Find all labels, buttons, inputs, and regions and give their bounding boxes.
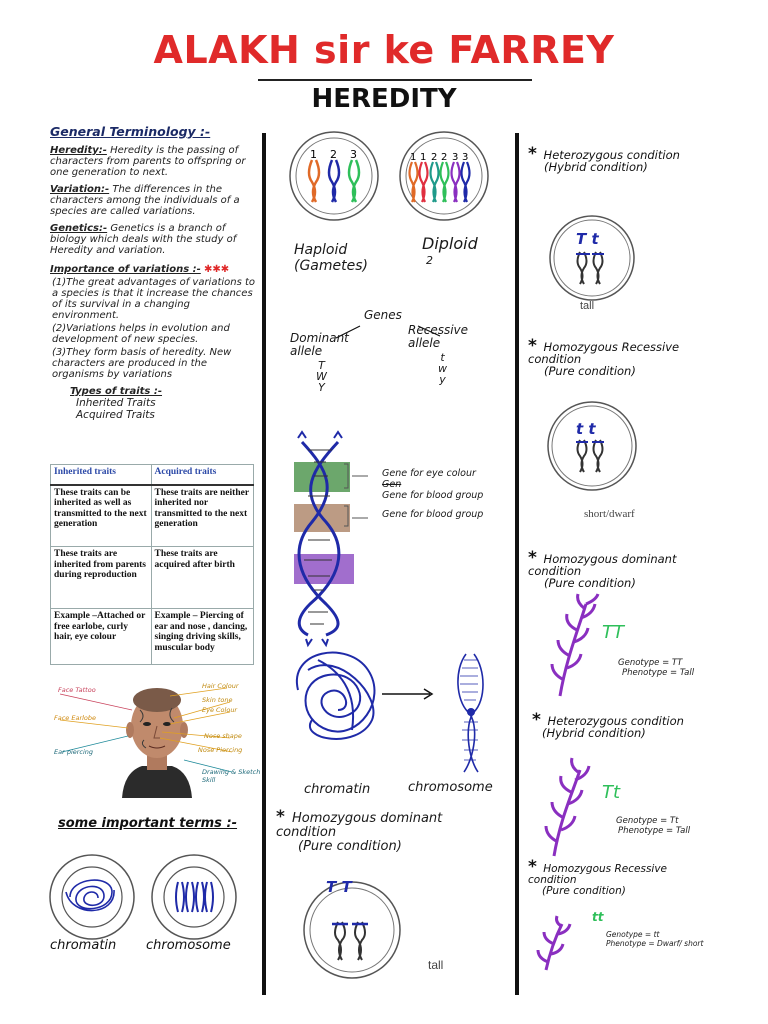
recessive-letter: y [439, 373, 446, 386]
table-row [51, 547, 254, 609]
heterozygous-title: Heterozygous condition [543, 148, 680, 162]
dominant-letter: W [316, 370, 327, 383]
types-heading: Types of traits :- [70, 386, 163, 397]
face-label-tattoo: Face Tattoo [58, 686, 96, 694]
heterozygous-letters: T t [576, 230, 599, 248]
table-cell: These traits can be inherited as well as transmitted to the next generation [51, 485, 152, 547]
tall-plant-icon [552, 594, 598, 696]
homozygous-recessive-title: Homozygous Recessive condition [528, 340, 680, 366]
haploid-cell-icon [290, 132, 378, 220]
asterisk-icon: * [532, 710, 541, 730]
table-cell: Example – Piercing of ear and nose , dancing, singing driving skills, muscular body [151, 609, 254, 665]
chromosome-icon [458, 654, 483, 772]
asterisk-icon: * [528, 548, 537, 568]
diploid-number: 3 [452, 152, 459, 163]
plant2-genotype: Genotype = Tt [616, 816, 679, 826]
face-label-hair-colour: Hair Colour [202, 682, 239, 690]
heterozygous2-title: Heterozygous condition [547, 714, 684, 728]
tall-plant-icon [546, 758, 589, 856]
table-row [51, 485, 254, 547]
asterisk-icon: * [528, 857, 537, 877]
chromatin-caption: chromatin [50, 938, 117, 953]
left-column [50, 124, 260, 421]
recessive-allele-label: Recessive allele [408, 323, 469, 350]
main-title: ALAKH sir ke FARREY [153, 28, 615, 72]
importance-heading: Importance of variations :- [50, 264, 201, 275]
table-header-acquired: Acquired traits [151, 465, 254, 485]
homozygous-recessive-cell-icon [548, 402, 636, 490]
homozygous-dominant-heading [528, 548, 708, 590]
face-label-earlobe: Face Earlobe [54, 714, 97, 722]
plant3-genotype: Genotype = tt [606, 930, 660, 939]
diploid-number: 1 [410, 152, 417, 163]
heterozygous2-heading [532, 710, 712, 740]
diploid-number: 1 [420, 152, 427, 163]
types-item-inherited: Inherited Traits [76, 397, 156, 409]
column-divider-right [515, 133, 519, 995]
haploid-number: 2 [330, 148, 337, 161]
face-label-eye-colour: Eye Colour [202, 706, 238, 714]
haploid-number: 1 [310, 148, 317, 161]
dominant-letter: Y [318, 381, 325, 394]
homozygous-recessive-letters: t t [576, 420, 596, 438]
stars-icon: ✱✱✱ [203, 264, 230, 275]
genes-label: Genes [364, 308, 402, 322]
homozygous-recessive2-heading [528, 857, 708, 897]
face-label-drawing-skill: Drawing & Sketch Skill [202, 768, 261, 784]
variation-text: The differences in the characters among the individuals of a species are called variations. [50, 184, 240, 217]
plant3-geno-block [606, 930, 706, 948]
homozygous-dominant-heading [276, 807, 446, 854]
table-header-row [51, 465, 254, 485]
right-column [520, 140, 740, 1000]
table-cell: These traits are neither inherited nor transmitted to the next generation [151, 485, 254, 547]
gene-labels [382, 468, 483, 520]
variation-definition [50, 184, 260, 217]
important-terms-heading: some important terms :- [58, 816, 238, 831]
diploid-label: Diploid [422, 234, 478, 253]
diploid-number: 3 [462, 152, 469, 163]
plant2-letters: Tt [602, 782, 621, 803]
table-cell: These traits are acquired after birth [151, 547, 254, 609]
chromatin-ball-icon [297, 653, 375, 739]
recessive-letter: w [438, 362, 447, 375]
gametes-label: (Gametes) [294, 258, 368, 274]
homozygous-recessive2-sub: (Pure condition) [542, 885, 626, 897]
types-item-acquired: Acquired Traits [76, 409, 155, 421]
title-underline [258, 79, 532, 81]
chromosome-caption: chromosome [146, 938, 231, 953]
genetics-term: Genetics:- [50, 223, 108, 234]
dominant-letters [316, 360, 327, 393]
diploid-sub: 2 [426, 254, 433, 267]
importance-heading-row [50, 264, 260, 275]
genetics-text: Genetics is a branch of biology which deals with the study of Heredity and variation. [50, 223, 237, 256]
plant1-geno-block [618, 658, 694, 678]
variation-term: Variation:- [50, 184, 110, 195]
table-row [51, 609, 254, 665]
haploid-label: Haploid [294, 242, 348, 258]
plant2-geno-block [616, 816, 690, 836]
genetics-definition [50, 223, 260, 256]
importance-point-1: (1)The great advantages of variations to a species is that it increase the chances of its survival in a changing environment. [52, 277, 256, 321]
importance-point-3: (3)They form basis of heredity. New characters are produced in the organisms by variations [52, 347, 232, 380]
face-label-skin-tone: Skin tone [202, 696, 233, 704]
homozygous-dominant-sub: (Pure condition) [544, 576, 636, 590]
homozygous-dominant-title: Homozygous dominant condition [528, 552, 677, 578]
traits-face-illustration [52, 680, 264, 798]
dwarf-plant-icon [538, 916, 570, 970]
table-cell: Example –Attached or free earlobe, curly hair, eye colour [51, 609, 152, 665]
tall-label: tall [428, 958, 444, 972]
plant3-phenotype: Phenotype = Dwarf/ short [606, 939, 704, 948]
traits-comparison-table [50, 464, 254, 665]
plant1-phenotype: Phenotype = Tall [622, 668, 695, 678]
heterozygous-sub: (Hybrid condition) [544, 160, 648, 174]
table-cell: These traits are inherited from parents during reproduction [51, 547, 152, 609]
gene-blood-label-1: Gene for blood group [382, 490, 484, 501]
heterozygous-cell-icon [550, 216, 634, 300]
general-terminology-heading: General Terminology :- [50, 124, 211, 139]
recessive-letter: t [440, 351, 445, 364]
heterozygous-tall-label: tall [580, 300, 595, 312]
diploid-cell-icon [400, 132, 488, 220]
homozygous-recessive2-title: Homozygous Recessive condition [528, 863, 668, 886]
table-header-inherited: Inherited traits [51, 465, 152, 485]
diploid-number: 2 [431, 152, 438, 163]
heterozygous-heading [528, 144, 708, 174]
face-label-nose-shape: Nose shape [204, 732, 242, 740]
plant3-letters: tt [592, 910, 604, 924]
dna-helix-icon [294, 432, 368, 645]
heterozygous2-sub: (Hybrid condition) [542, 726, 646, 740]
page-subtitle: HEREDITY [311, 84, 457, 114]
face-label-ear-piercing: Ear piercing [54, 748, 94, 756]
types-heading-row [50, 386, 260, 397]
plant2-phenotype: Phenotype = Tall [618, 826, 691, 836]
middle-column [268, 130, 514, 1010]
heredity-definition [50, 145, 260, 178]
dominant-letter: T [318, 359, 325, 372]
haploid-label-block [294, 242, 368, 274]
homozygous-recessive-heading [528, 336, 708, 378]
short-dwarf-label: short/dwarf [584, 508, 635, 520]
homozygous-dominant-sub: (Pure condition) [298, 839, 402, 854]
plant1-letters: TT [602, 622, 624, 643]
chromatin-chromosome-illustration [42, 852, 252, 962]
gene-blood-label-2: Gene for blood group [382, 509, 484, 520]
asterisk-icon: * [276, 807, 285, 827]
diploid-number: 2 [441, 152, 448, 163]
homozygous-recessive-sub: (Pure condition) [544, 364, 636, 378]
asterisk-icon: * [528, 336, 537, 356]
cell-letters: T T [326, 878, 352, 896]
cell-circles-icon [42, 852, 252, 942]
recessive-letters [438, 352, 447, 385]
asterisk-icon: * [528, 144, 537, 164]
homozygous-dominant-title: Homozygous dominant condition [276, 811, 443, 840]
homozygous-dominant-cell-icon [304, 882, 400, 978]
chromatin-label: chromatin [304, 782, 371, 797]
heredity-term: Heredity:- [50, 145, 107, 156]
plant1-genotype: Genotype = TT [618, 658, 683, 668]
column-divider-left [262, 133, 266, 995]
chromosome-label: chromosome [408, 780, 493, 795]
heredity-text: Heredity is the passing of characters from parents to offspring or one generation to next. [50, 145, 246, 178]
face-label-nose-piercing: Nose Piercing [198, 746, 243, 754]
gene-crossed-label: Gen [382, 479, 402, 490]
importance-point-2: (2)Variations helps in evolution and development of new species. [52, 323, 230, 345]
gene-eye-label: Gene for eye colour [382, 468, 476, 479]
dominant-allele-label: Dominant allele [290, 331, 349, 358]
haploid-number: 3 [350, 148, 357, 161]
